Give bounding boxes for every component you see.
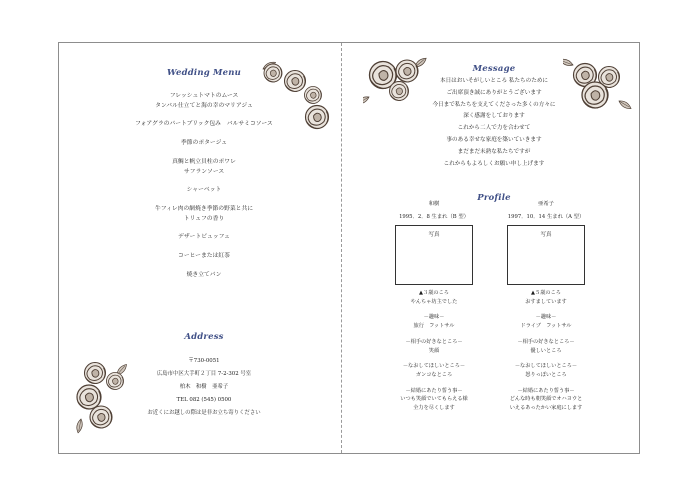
- street-address: 広島市中区大手町２丁目 7-2-302 号室: [156, 371, 252, 377]
- photo-label: 写真: [540, 232, 552, 238]
- address-title: Address: [184, 332, 224, 342]
- groom-fix-heading: －なおしてほしいところ－: [402, 363, 466, 370]
- groom-vow-line: いつも笑顔でいてもらえる様: [400, 396, 468, 403]
- bride-hobby-text: ドライブ フットサル: [520, 323, 572, 330]
- center-fold-line: [341, 43, 342, 453]
- phone-number: TEL 082 (545) 0500: [176, 397, 232, 403]
- menu-item: デザートビュッフェ: [178, 234, 230, 240]
- groom-name: 和樹: [428, 201, 440, 207]
- bride-childhood-caption: ▲５歳のころ: [531, 290, 561, 296]
- groom-likes-text: 笑顔: [428, 347, 440, 354]
- message-line: これからもよろしくお願い申し上げます: [443, 160, 545, 167]
- menu-title: Wedding Menu: [166, 68, 242, 78]
- menu-item: 牛フィレ肉の網焼き季節の野菜と共に トリュフの香り: [154, 206, 254, 222]
- postal-code: 〒730-0051: [188, 358, 220, 364]
- bride-vow-line: いえるあったかい家庭にします: [509, 405, 583, 412]
- bride-birthdate: 1997．10．14 生まれ（A 型）: [507, 214, 585, 220]
- bride-vow-heading: －結婚にあたり誓う事－: [517, 387, 575, 394]
- menu-item: フレッシュトマトのムース タンバル仕立てと海の幸のマリアジュ: [155, 93, 253, 109]
- groom-vow-line: 全力を尽くします: [413, 405, 455, 412]
- message-line: 今日まで私たちを支えてくださった多くの方々に: [432, 101, 556, 108]
- bride-likes-heading: －相手の好きなところ－: [517, 338, 575, 345]
- groom-photo-frame: [395, 225, 473, 285]
- menu-item: コーヒーまたは紅茶: [178, 253, 230, 259]
- message-line: これから二人で力を合わせて: [457, 125, 531, 132]
- message-line: 事のある幸せな家庭を築いていきます: [446, 136, 542, 143]
- menu-item: 季節のポタージュ: [180, 140, 228, 146]
- bride-fix-text: 怒りっぽいところ: [525, 371, 567, 378]
- rose-ornament-top-right-left: [363, 53, 435, 109]
- menu-item: 焼き立てパン: [186, 272, 222, 278]
- visit-note: お近くにお越しの際は是非お立ち寄りください: [147, 410, 261, 416]
- groom-fix-text: ガンコなところ: [415, 371, 453, 378]
- bride-hobby-heading: －趣味－: [535, 314, 557, 321]
- groom-birthdate: 1995．2．8 生まれ（B 型）: [399, 214, 469, 220]
- groom-likes-heading: －相手の好きなところ－: [405, 338, 463, 345]
- menu-item: 真鯛と帆立貝柱のポワレ サフランソース: [172, 159, 236, 175]
- groom-details: [379, 289, 489, 420]
- rose-ornament-top-right-right: [563, 55, 633, 113]
- invitation-sheet: [58, 42, 640, 454]
- bride-name: 亜希子: [538, 201, 554, 207]
- groom-hobby-text: 旅行 フットサル: [413, 323, 455, 330]
- bride-details: [491, 289, 601, 420]
- bride-photo-frame: [507, 225, 585, 285]
- message-line: 本日はおいそがしいところ 私たちのために: [439, 78, 549, 84]
- groom-vow-heading: －結婚にあたり誓う事－: [405, 387, 463, 394]
- photo-label: 写真: [428, 232, 440, 238]
- profile-title: Profile: [477, 193, 511, 203]
- message-title: Message: [472, 64, 516, 74]
- bride-childhood-text: おすましています: [525, 298, 567, 305]
- groom-hobby-heading: －趣味－: [423, 314, 445, 321]
- groom-childhood-caption: ▲３歳のころ: [419, 290, 449, 296]
- bride-vow-line: どんな時も朝笑顔でオハヨウと: [509, 396, 583, 403]
- host-names: 柏木 和樹 亜希子: [179, 384, 229, 390]
- bride-fix-heading: －なおしてほしいところ－: [514, 363, 578, 370]
- address-block: [119, 355, 289, 420]
- groom-childhood-text: やんちゃ坊主でした: [410, 298, 458, 305]
- menu-item: シャーベット: [186, 187, 222, 193]
- message-line: ご出席頂き誠にありがとうございます: [446, 89, 542, 96]
- rose-ornament-top-left-page: [257, 57, 337, 137]
- bride-likes-text: 優しいところ: [530, 347, 562, 354]
- message-line: 深く感謝をしております: [463, 113, 525, 120]
- menu-item: フォアグラのパートブリック包み バルサミコソース: [135, 121, 273, 127]
- rose-ornament-bottom-left: [71, 359, 141, 439]
- message-line: まだまだ未熟な私たちですが: [457, 148, 531, 155]
